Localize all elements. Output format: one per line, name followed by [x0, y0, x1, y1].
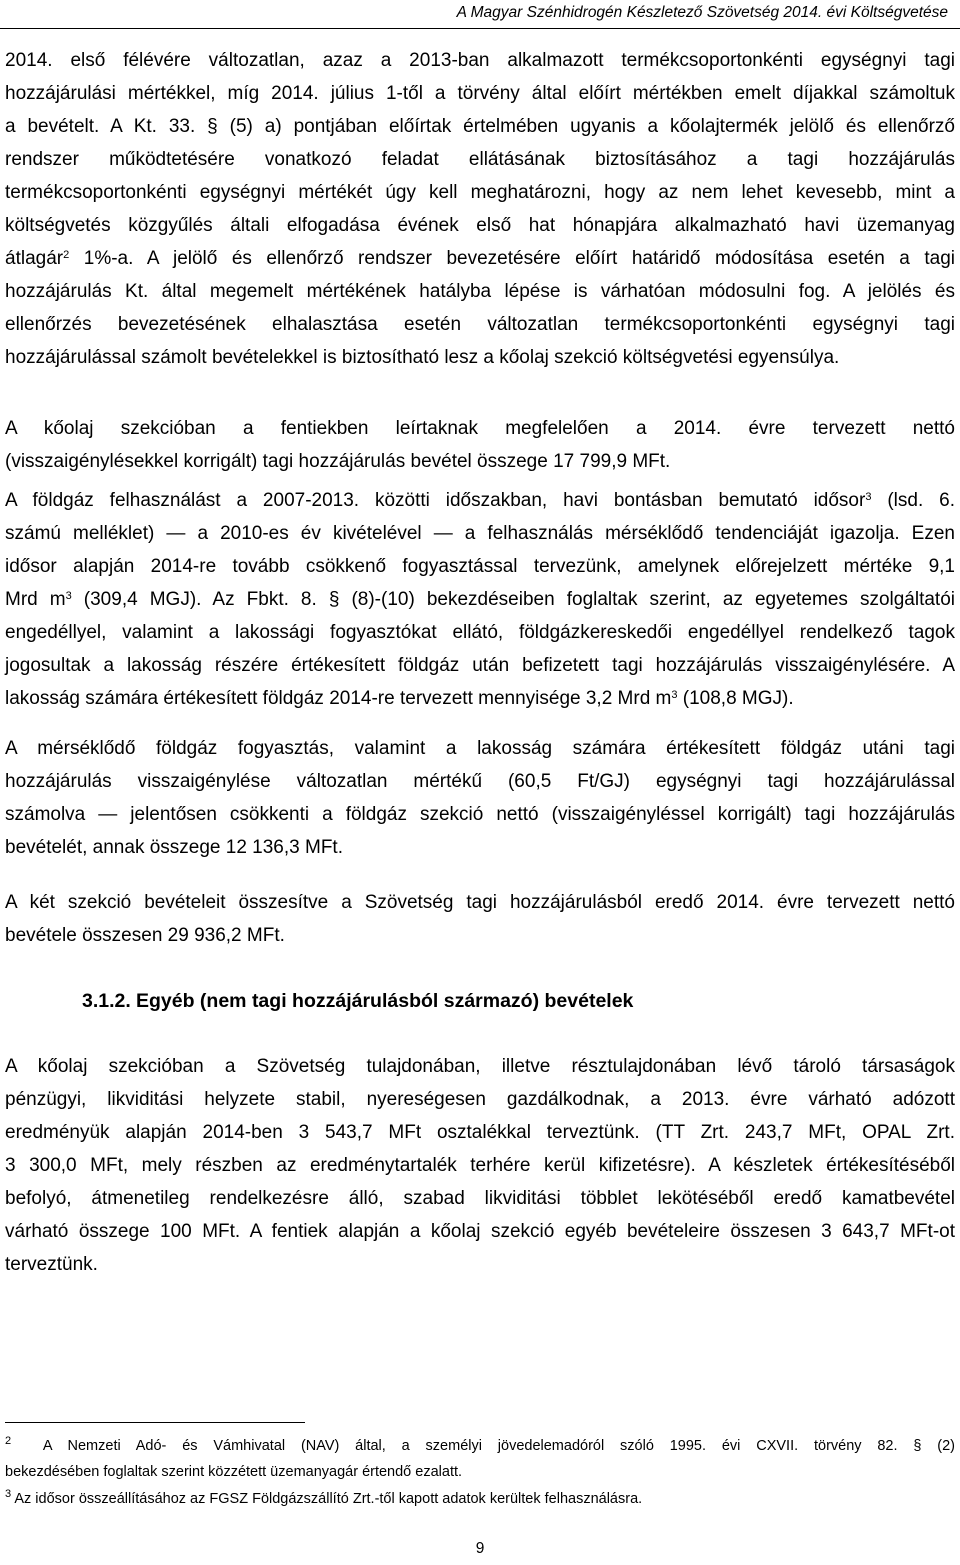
text-line: bevételét, annak összege 12 136,3 MFt. [5, 837, 343, 858]
text-line: A kőolaj szekcióban a fentiekben leírtaknak megfelelően a 2014. évre tervezett nettó [5, 418, 955, 439]
text-line: A két szekció bevételeit összesítve a Szövetség tagi hozzájárulásból eredő 2014. évre tervezett nettó [5, 892, 955, 913]
footnote-3 [5, 1486, 955, 1512]
text-line: Mrd $m^3$ (309,4 MGJ). Az Fbkt. 8. § (8)-(10) bekezdéseiben foglaltak szerint, az egyetemes szolgáltatói [5, 589, 955, 610]
text-line: 2014. első félévére változatlan, azaz a 2013-ban alkalmazott termékcsoportonkénti egységnyi tagi [5, 50, 955, 71]
paragraph-other-revenue [5, 1050, 955, 1281]
text-line: engedéllyel, valamint a lakossági fogyasztókat ellátó, földgázkereskedői engedéllyel rendelkező tagok [5, 622, 955, 643]
text-line: pénzügyi, likviditási helyzete stabil, nyereségesen gazdálkodnak, a 2013. évre várható adózott [5, 1089, 955, 1110]
paragraph-total [5, 886, 955, 952]
header-rule [0, 28, 960, 29]
text-line: bevétele összesen 29 936,2 MFt. [5, 925, 285, 946]
page-number: 9 [475, 1540, 485, 1557]
footnote-mark: 3 [5, 1488, 12, 1500]
paragraph-oil-net [5, 412, 955, 478]
text-line: A mérséklődő földgáz fogyasztás, valamint a lakosság számára értékesített földgáz utáni tagi [5, 738, 955, 759]
text-line: hozzájárulás Kt. által megemelt mértékének hatályba lépése is várhatóan módosulni fog. A jelölés és [5, 281, 955, 302]
text-line: hozzájárulással számolt bevételekkel is biztosítható lesz a kőolaj szekció költségvetési egyensúlya. [5, 347, 840, 368]
footnote-line: $^2$ A Nemzeti Adó- és Vámhivatal (NAV) által, a személyi jövedelemadóról szóló 1995. évi CXVII. törvény 82. § (2) [5, 1435, 955, 1454]
footnote-ref-2[interactable]: 2 [63, 249, 70, 261]
text-line: rendszer működtetésére vonatkozó feladat ellátásának biztosításához a tagi hozzájárulás [5, 149, 955, 170]
footnote-line: $^3$ Az idősor összeállításához az FGSZ Földgázszállító Zrt.-től kapott adatok kerültek felhasználásra. [5, 1488, 643, 1507]
section-heading [82, 990, 633, 1013]
text-line: befolyó, átmenetileg rendelkezésre álló, szabad likviditási többlet lekötéséből eredő kamatbevétel [5, 1188, 955, 1209]
running-header: A Magyar Szénhidrogén Készletező Szövetség 2014. évi Költségvetése [456, 4, 948, 21]
text-line: terveztünk. [5, 1254, 98, 1275]
paragraph-gas-net [5, 732, 955, 864]
text-line: A kőolaj szekcióban a Szövetség tulajdonában, illetve résztulajdonában lévő tároló társaságok [5, 1056, 955, 1077]
text-line: várható összege 100 MFt. A fentiek alapján a kőolaj szekció egyéb bevételeire összesen 3 643,7 MFt-ot [5, 1221, 955, 1242]
text-line: 3 300,0 MFt, mely részben az eredménytartalék terhére kerül kifizetésre). A készletek értékesítéséből [5, 1155, 955, 1176]
section-title: Egyéb (nem tagi hozzájárulásból származó) bevételek [136, 990, 634, 1012]
section-number: 3.1.2. [82, 990, 131, 1012]
text-line: ellenőrzés bevezetésének elhalasztása esetén változatlan termékcsoportonkénti egységnyi tagi [5, 314, 955, 335]
paragraph-oil-contribution [5, 44, 955, 374]
text-line: idősor alapján 2014-re tovább csökkenő fogyasztással tervezünk, amelynek előrejelzett mértéke 9,1 [5, 556, 955, 577]
text-line: átlagár$^2$ 1%-a. A jelölő és ellenőrző rendszer bevezetésére előírt határidő módosítása esetén a tagi [5, 248, 955, 269]
text-line: jogosultak a lakosság részére értékesített földgáz után befizetett tagi hozzájárulás visszaigénylésére. A [5, 655, 955, 676]
text-line: (visszaigénylésekkel korrigált) tagi hozzájárulás bevétel összege 17 799,9 MFt. [5, 451, 671, 472]
text-line: lakosság számára értékesített földgáz 2014-re tervezett mennyisége 3,2 Mrd $m^3$ (108,8 MGJ). [5, 688, 794, 709]
footnote-rule [5, 1422, 305, 1423]
footnote-2 [5, 1433, 955, 1485]
text-line: számolva — jelentősen csökkenti a földgáz szekció nettó (visszaigényléssel korrigált) tagi hozzájárulás [5, 804, 955, 825]
text-line: számú melléklet) — a 2010-es év kivételével — a felhasználás mérséklődő tendenciáját igazolja. Ezen [5, 523, 955, 544]
footnote-ref-3[interactable]: 3 [865, 491, 872, 503]
text-line: költségvetés közgyűlés általi elfogadása évének első hat hónapjára alkalmazható havi üzemanyag [5, 215, 955, 236]
text-line: a bevételt. A Kt. 33. § (5) a) pontjában előírtak értelmében ugyanis a kőolajtermék jelölő és ellenőrző [5, 116, 955, 137]
text-line: hozzájárulási mértékkel, míg 2014. július 1-től a törvény által előírt mértékben emelt díjakkal számoltuk [5, 83, 955, 104]
text-line: A földgáz felhasználást a 2007-2013. közötti időszakban, havi bontásban bemutató idősor$^3$ (lsd. 6. [5, 490, 955, 511]
paragraph-gas-consumption [5, 484, 955, 715]
footnote-line: bekezdésében foglaltak szerint közzétett üzemanyagár értendő ezalatt. [5, 1464, 463, 1480]
text-line: eredményük alapján 2014-ben 3 543,7 MFt osztalékkal terveztünk. (TT Zrt. 243,7 MFt, OPAL Zrt. [5, 1122, 955, 1143]
text-line: termékcsoportonkénti egységnyi mértékét úgy kell meghatározni, hogy az nem lehet kevesebb, mint a [5, 182, 955, 203]
text-line: hozzájárulás visszaigénylése változatlan mértékű (60,5 Ft/GJ) egységnyi tagi hozzájárulással [5, 771, 955, 792]
footnote-mark: 2 [5, 1435, 12, 1447]
